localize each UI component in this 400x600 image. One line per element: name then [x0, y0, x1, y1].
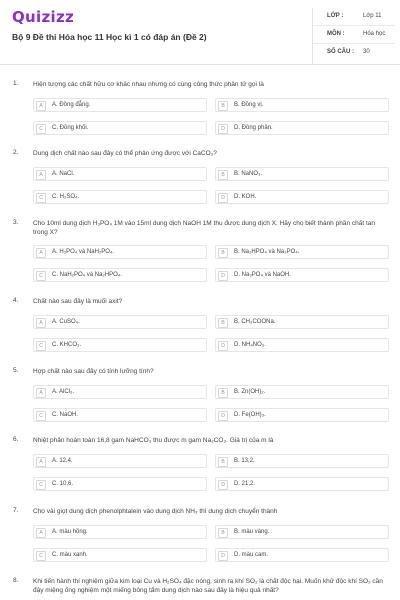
option-a[interactable] [33, 98, 207, 112]
option-letter-badge: D [218, 411, 228, 421]
option-letter-badge: B [218, 101, 228, 111]
option-letter-badge: B [218, 318, 228, 328]
option-text: C. NaH₂PO₄ và Na₂HPO₄. [52, 271, 122, 278]
option-text: A. 12,4. [52, 457, 73, 464]
option-letter-badge: B [218, 528, 228, 538]
option-letter-badge: B [218, 248, 228, 258]
option-a[interactable] [33, 525, 207, 539]
option-a[interactable] [33, 167, 207, 181]
option-c[interactable] [33, 477, 207, 491]
question-text: Cho vài giọt dung dịch phenolphtalein vào dung dịch NH₃ thì dung dịch chuyển thành [33, 508, 278, 515]
option-d[interactable] [215, 190, 389, 204]
option-letter-badge: D [218, 124, 228, 134]
option-letter-badge: A [36, 101, 46, 111]
option-text: C. 10,6. [52, 480, 74, 487]
option-a[interactable] [33, 245, 207, 259]
meta-row-class [313, 8, 395, 26]
option-text: A. H₃PO₄ và NaH₂PO₄. [52, 248, 115, 255]
option-letter-badge: D [218, 341, 228, 351]
question-number: 6. [13, 436, 19, 443]
option-b[interactable] [215, 98, 389, 112]
option-letter-badge: B [218, 170, 228, 180]
option-d[interactable] [215, 338, 389, 352]
option-letter-badge: B [218, 457, 228, 467]
option-b[interactable] [215, 245, 389, 259]
meta-value: 30 [363, 49, 370, 55]
question-number: 4. [13, 297, 19, 304]
option-b[interactable] [215, 167, 389, 181]
option-c[interactable] [33, 268, 207, 282]
option-letter-badge: C [36, 411, 46, 421]
option-text: C. Đồng khối. [52, 124, 89, 131]
option-letter-badge: C [36, 124, 46, 134]
option-text: C. NaOH. [52, 411, 79, 418]
meta-label: SỐ CÂU : [327, 49, 354, 55]
option-letter-badge: C [36, 480, 46, 490]
option-a[interactable] [33, 385, 207, 399]
option-a[interactable] [33, 454, 207, 468]
question-text: Dung dịch chất nào sau đây có thể phản ứng được với CaCO₃? [33, 150, 217, 157]
option-text: D. KOH. [234, 193, 257, 200]
option-letter-badge: D [218, 551, 228, 561]
question-text: Chất nào sau đây là muối axit? [33, 298, 123, 305]
option-letter-badge: A [36, 248, 46, 258]
option-a[interactable] [33, 315, 207, 329]
question-text: Khi tiến hành thí nghiệm giữa kim loại Cu và H₂SO₄ đặc nóng, sinh ra khí SO₂ là chất độc hại. Muốn khử độc khí SO₂ cần đậy miệng ống nghiệm một miếng bông tẩm dung dịch nào sau đây là hiệu quả nhất? [33, 578, 383, 594]
question-number: 1. [13, 80, 19, 87]
meta-label: LỚP : [327, 13, 344, 19]
option-text: B. Zn(OH)₂. [234, 388, 266, 395]
option-letter-badge: C [36, 271, 46, 281]
option-d[interactable] [215, 268, 389, 282]
option-letter-badge: D [218, 480, 228, 490]
option-letter-badge: C [36, 193, 46, 203]
option-d[interactable] [215, 121, 389, 135]
question-text: Cho 10ml dung dịch H₃PO₄ 1M vào 15ml dung dịch NaOH 1M thu được dung dịch X. Hãy cho biết thành phần chất tan trong X? [33, 220, 375, 236]
option-text: D. màu cam. [234, 551, 269, 558]
question-text: Hợp chất nào sau đây có tính lưỡng tính? [33, 368, 154, 375]
meta-box [312, 8, 395, 64]
option-b[interactable] [215, 454, 389, 468]
option-b[interactable] [215, 315, 389, 329]
option-text: A. màu hồng. [52, 528, 88, 535]
option-letter-badge: B [218, 388, 228, 398]
option-text: D. 21,2. [234, 480, 256, 487]
question-text: Hiện tượng các chất hữu cơ khác nhau nhưng có cùng công thức phân tử gọi là [33, 81, 264, 88]
option-text: B. Đồng vị. [234, 101, 264, 108]
question-number: 2. [13, 149, 19, 156]
meta-value: Hóa học [363, 31, 386, 37]
question-number: 3. [13, 219, 19, 226]
option-c[interactable] [33, 190, 207, 204]
option-text: B. màu vàng. [234, 528, 270, 535]
option-c[interactable] [33, 408, 207, 422]
option-text: B. 13,2. [234, 457, 255, 464]
option-letter-badge: A [36, 457, 46, 467]
option-b[interactable] [215, 525, 389, 539]
question-number: 5. [13, 367, 19, 374]
worksheet-title: Bộ 9 Đề thi Hóa học 11 Học kì 1 có đáp án (Đề 2) [12, 32, 207, 42]
option-text: C. H₂SO₄. [52, 193, 80, 200]
option-letter-badge: A [36, 528, 46, 538]
meta-row-subject [313, 26, 395, 44]
meta-label: MÔN : [327, 31, 345, 37]
option-c[interactable] [33, 548, 207, 562]
option-d[interactable] [215, 408, 389, 422]
option-b[interactable] [215, 385, 389, 399]
option-d[interactable] [215, 477, 389, 491]
option-text: D. Na₃PO₄ và NaOH. [234, 271, 291, 278]
meta-value: Lớp 11 [363, 13, 382, 19]
option-text: A. Đồng đẳng. [52, 101, 91, 108]
option-text: B. NaNO₃. [234, 170, 263, 177]
option-letter-badge: A [36, 318, 46, 328]
option-letter-badge: C [36, 341, 46, 351]
option-text: A. NaCl. [52, 170, 75, 177]
question-number: 8. [13, 577, 19, 584]
option-letter-badge: D [218, 271, 228, 281]
option-c[interactable] [33, 338, 207, 352]
option-text: D. NH₄NO₃. [234, 341, 266, 348]
question-number: 7. [13, 507, 19, 514]
option-letter-badge: D [218, 193, 228, 203]
option-d[interactable] [215, 548, 389, 562]
option-text: C. KHCO₃. [52, 341, 82, 348]
option-text: A. AlCl₃. [52, 388, 75, 395]
meta-row-count [313, 44, 395, 61]
option-text: B. CH₃COONa. [234, 318, 276, 325]
worksheet-header [0, 0, 400, 65]
option-letter-badge: A [36, 170, 46, 180]
option-letter-badge: A [36, 388, 46, 398]
question-text: Nhiệt phân hoàn toàn 16,8 gam NaHCO₃ thu được m gam Na₂CO₃. Giá trị của m là [33, 437, 274, 444]
option-text: D. Đồng phân. [234, 124, 273, 131]
option-c[interactable] [33, 121, 207, 135]
option-letter-badge: C [36, 551, 46, 561]
option-text: A. CuSO₄. [52, 318, 80, 325]
option-text: C. màu xanh. [52, 551, 88, 558]
quizizz-logo: Quizizz [12, 8, 75, 26]
option-text: B. Na₂HPO₄ và Na₃PO₄. [234, 248, 300, 255]
option-text: D. Fe(OH)₃. [234, 411, 266, 418]
